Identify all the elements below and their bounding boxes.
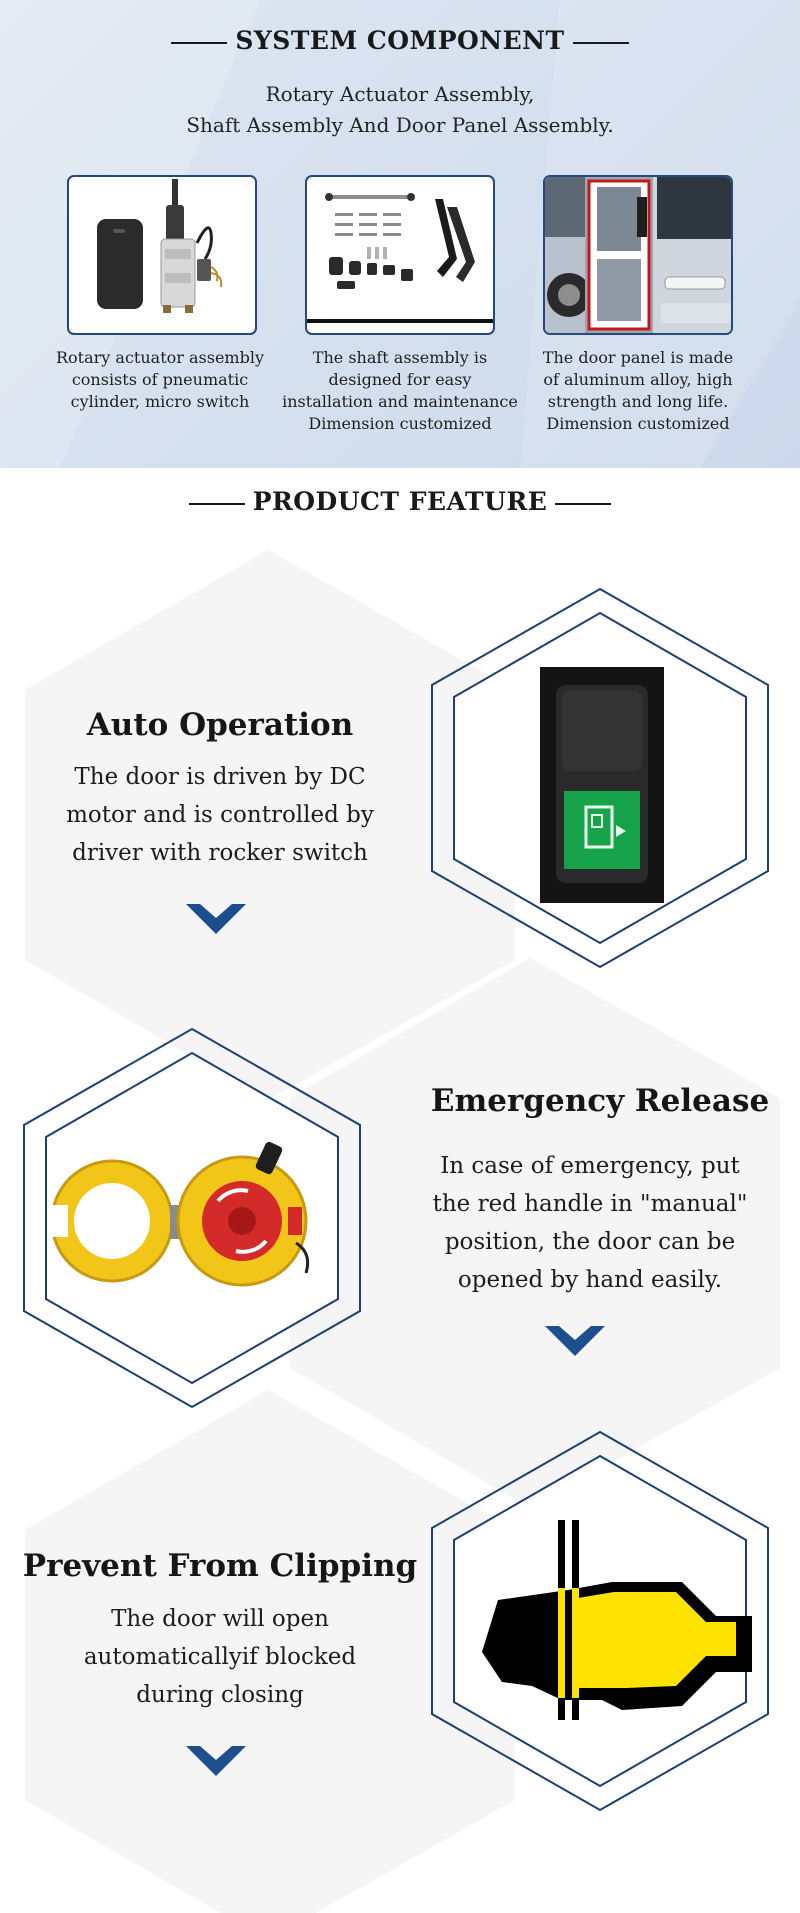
rotary-actuator-photo	[69, 177, 255, 333]
system-component-title: SYSTEM COMPONENT	[235, 26, 565, 55]
rotary-actuator-caption: Rotary actuator assembly consists of pneumatic cylinder, micro switch	[56, 348, 264, 411]
system-component-heading	[0, 26, 800, 55]
shaft-assembly-card	[305, 175, 495, 335]
product-feature-heading	[0, 487, 800, 516]
chevron-down-icon	[186, 900, 246, 936]
prevent-clipping-text: The door will open automaticallyif blocked during closing	[83, 1606, 357, 1708]
prevent-clipping-title: Prevent From Clipping	[22, 1548, 418, 1584]
heading-rule-left	[171, 42, 227, 44]
auto-operation-title: Auto Operation	[86, 707, 354, 743]
emergency-release-title: Emergency Release	[430, 1083, 770, 1119]
emergency-release-text: In case of emergency, put the red handle in "manual" position, the door can be opened by hand easily.	[432, 1153, 748, 1293]
heading-rule-right	[573, 42, 629, 44]
chevron-down-icon	[186, 1742, 246, 1778]
shaft-assembly-caption: The shaft assembly is designed for easy installation and maintenance Dimension customized	[282, 348, 518, 433]
system-subtitle-line2: Shaft Assembly And Door Panel Assembly.	[186, 113, 614, 137]
product-feature-title: PRODUCT FEATURE	[252, 487, 548, 516]
door-panel-card	[543, 175, 733, 335]
shaft-assembly-photo	[307, 177, 493, 333]
rocker-switch-photo	[540, 667, 664, 903]
system-subtitle-line1: Rotary Actuator Assembly,	[265, 82, 535, 106]
bus-door-panel-photo	[545, 177, 731, 333]
door-panel-caption: The door panel is made of aluminum alloy, high strength and long life. Dimension customized	[542, 348, 734, 433]
emergency-valve-hexagon	[20, 1025, 365, 1411]
chevron-down-icon	[545, 1322, 605, 1358]
heading-rule-right	[555, 503, 611, 505]
system-component-section	[0, 0, 800, 468]
clipping-warning-hexagon	[428, 1428, 773, 1814]
heading-rule-left	[189, 503, 245, 505]
rotary-actuator-card	[67, 175, 257, 335]
rocker-switch-hexagon	[428, 585, 773, 971]
auto-operation-text: The door is driven by DC motor and is controlled by driver with rocker switch	[66, 764, 374, 866]
